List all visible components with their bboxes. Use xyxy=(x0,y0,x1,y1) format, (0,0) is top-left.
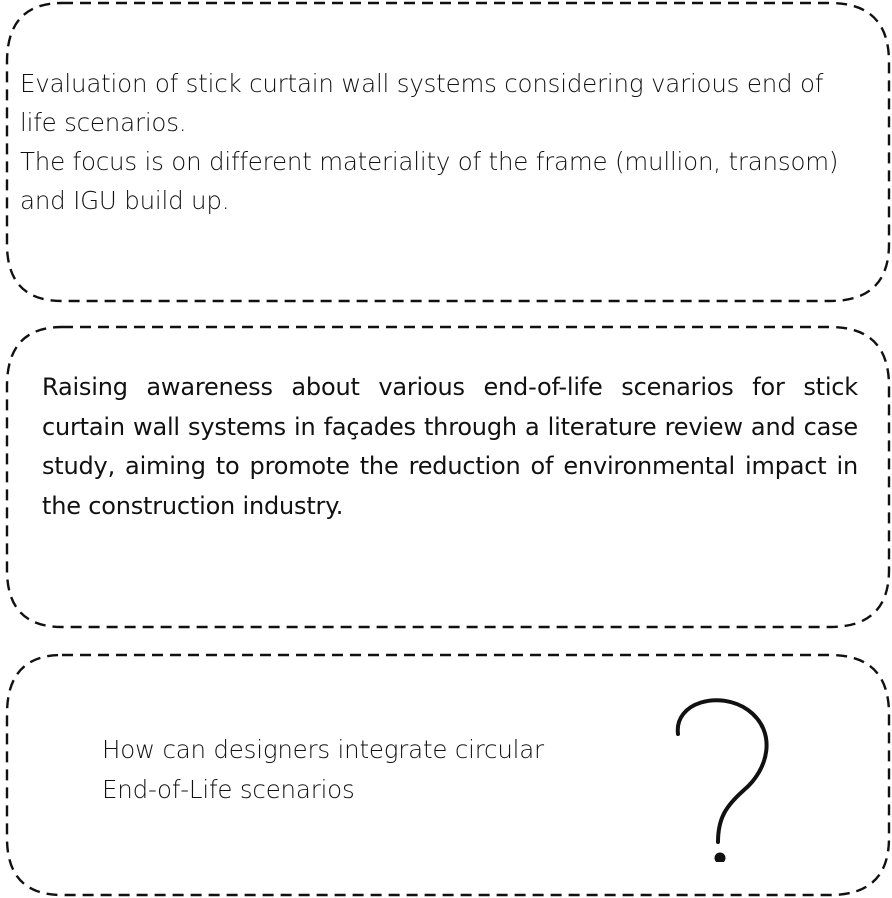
objective-text: Raising awareness about various end-of-life scenarios for stick curtain wall systems in façades through a literature review and case study, aiming to promote the reduction of environmental impact in the construction industry. xyxy=(42,373,858,520)
research-question-card xyxy=(0,652,892,898)
research-question-line: How can designers integrate circular xyxy=(102,735,544,764)
focus-paragraph: The focus is on different materiality of the frame (mullion, transom) and IGU build up. xyxy=(20,147,839,215)
scope-card-text xyxy=(20,64,860,220)
scope-card xyxy=(0,0,892,304)
objective-card xyxy=(0,324,892,630)
question-mark-icon xyxy=(660,692,780,862)
scope-paragraph: Evaluation of stick curtain wall systems considering various end of life scenarios. xyxy=(20,69,824,137)
research-question-text xyxy=(102,730,622,810)
research-question-line: End-of-Life scenarios xyxy=(102,775,355,804)
